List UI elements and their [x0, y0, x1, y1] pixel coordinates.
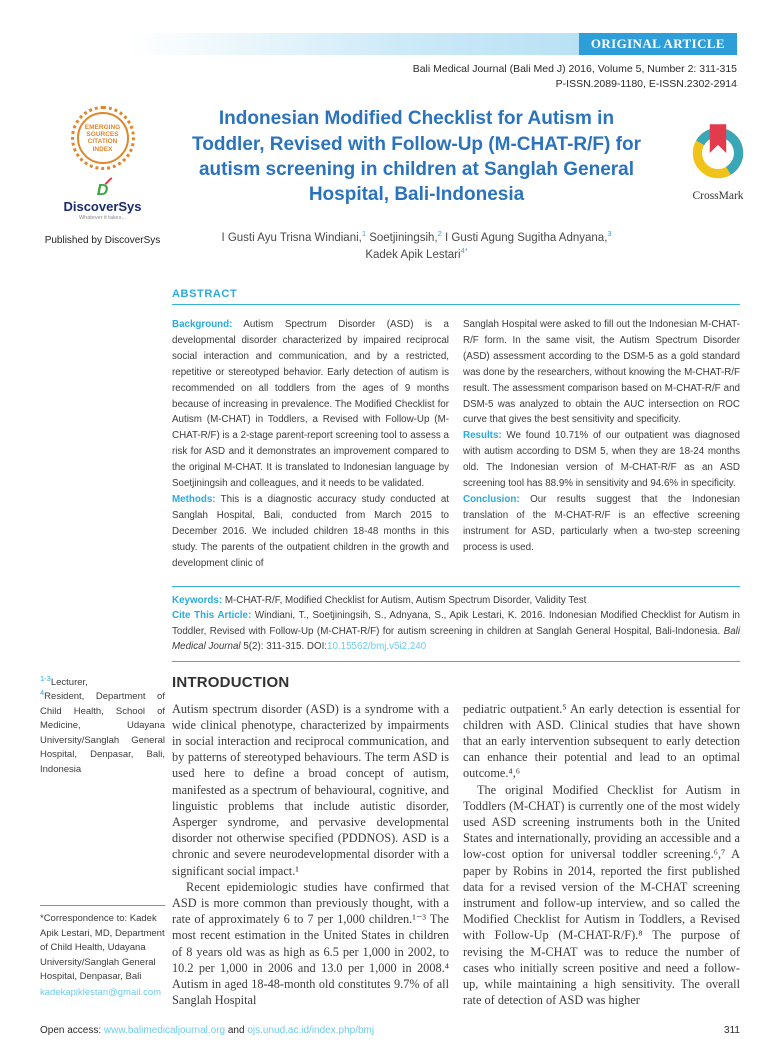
divider [172, 586, 740, 587]
open-access-label: Open access: [40, 1025, 104, 1036]
journal-url-link[interactable]: www.balimedicaljournal.org [103, 1025, 226, 1036]
abstract-columns [172, 317, 740, 572]
abstract-label: Methods: [172, 493, 216, 505]
crossmark-label: CrossMark [692, 190, 744, 203]
correspondence-text: *Correspondence to: Kadek Apik Lestari, MD, Department of Child Health, Udayana University/Sanglah General Hospital, Denpasar, Bali [40, 913, 165, 982]
abstract-text: Our results suggest that the Indonesian translation of the M-CHAT-R/F is an effective screening instrument for ASD, particularly when a two-step screening process is used. [463, 493, 740, 553]
journal-page [0, 33, 768, 1057]
page-number: 311 [724, 1025, 740, 1036]
content-area [0, 264, 768, 1008]
abstract-paragraph [172, 317, 449, 492]
divider [172, 304, 740, 305]
author-name: Kadek Apik Lestari [365, 248, 461, 261]
abstract-column-right [463, 317, 740, 572]
introduction-column-right [463, 701, 740, 1009]
abstract-paragraph [463, 317, 740, 428]
abstract-section [172, 288, 740, 572]
article-type-badge: ORIGINAL ARTICLE [579, 33, 737, 55]
crossmark-block[interactable] [668, 106, 768, 264]
affiliation-line [40, 687, 165, 777]
cite-journal-name: Bali Medical Journal [172, 625, 740, 652]
correspondence-email-link[interactable]: kadekapiklestari@gmail.com [40, 986, 162, 998]
esci-badge-text [77, 112, 129, 164]
top-banner [130, 33, 737, 55]
crossmark-logo-icon [679, 114, 757, 188]
abstract-label: Results: [463, 430, 502, 442]
correspondence-block [40, 905, 165, 1000]
title-block [174, 106, 659, 264]
citation-block [172, 586, 740, 662]
cite-label: Cite This Article: [172, 610, 252, 621]
esci-badge-icon [71, 106, 135, 170]
abstract-heading: ABSTRACT [172, 288, 238, 300]
discoversys-name: DiscoverSys [63, 199, 142, 215]
article-title: Indonesian Modified Checklist for Autism in Toddler, Revised with Follow-Up (M-CHAT-R/F) for autism screening in children at Sanglah General Hospital, Bali-Indonesia [192, 108, 641, 206]
keywords-label: Keywords: [172, 594, 223, 606]
published-by-text: Published by DiscoverSys [44, 235, 161, 247]
introduction-heading: INTRODUCTION [172, 673, 290, 691]
abstract-text: Autism Spectrum Disorder (ASD) is a developmental disorder characterized by impaired reciprocal social interaction and communication, and by a restricted, repetitive or stereotyped behavior. Early detection of autism is recommended on all toddlers from the ages of 9 months because of increasing in prevalence. The Modified Checklist for Autism (M-CHAT) in Toddlers, a Revised with Follow-Up (M-CHAT-R/F) is a 2-stage parent-report screening tool to assess a risk for ASD and it demonstrates an improvement compared to the original M-CHAT. It is translated to Indonesian language by Soetjiningsih and colleagues, and it needs to be validated. [172, 319, 449, 490]
abstract-paragraph [463, 428, 740, 492]
affiliation-sup: 1-3 [40, 673, 51, 683]
abstract-label: Background: [172, 319, 233, 330]
introduction-column-left [172, 701, 449, 1009]
doi-link[interactable]: 10.15562/bmj.v5i2.240 [327, 641, 427, 652]
publisher-badges [40, 106, 165, 264]
open-access-separator: and [225, 1025, 248, 1036]
body-paragraph: Recent epidemiologic studies have confirmed that ASD is more common than previously thought, with a rate of approximately 6 to 7 per 1,000 children.¹⁻³ The most recent estimation in the United States in children of 8 years old was as high as 6.5 per 1,000 in 2002, to 10.2 per 1,000 in 2006 and 13.0 per 1,000 in 2008.⁴ Autism in aged 18-48-month old constitutes 9.7% of all Sanglah Hospital [172, 879, 449, 1008]
abstract-label: Conclusion: [463, 493, 520, 505]
body-paragraph: Autism spectrum disorder (ASD) is a syndrome with a wide clinical phenotype, characterized by impairments in social interaction and reciprocal communication, and by patterns of stereotyped behaviours. The term ASD is used here to define a broad concept of autism, manifested as a spectrum of behavioural, cognitive, and linguistic problems that include autistic disorder, Asperger syndrome, and pervasive developmental disorder not otherwise specified (PDDNOS). ASD is a chronic and severe neurodevelopmental disorder with a significant social impact.¹ [172, 701, 449, 878]
introduction-section [172, 674, 740, 1009]
author-name: I Gusti Ayu Trisna Windiani, [221, 231, 362, 244]
author-affiliation-sup: 2 [437, 228, 442, 238]
divider [40, 905, 165, 906]
open-access-line [40, 1025, 374, 1036]
divider [172, 661, 740, 662]
affiliation-block [40, 673, 165, 778]
page-footer [40, 1025, 740, 1036]
author-affiliation-sup: 4* [460, 245, 468, 255]
author-affiliation-sup: 3 [607, 228, 612, 238]
abstract-text: This is a diagnostic accuracy study conducted at Sanglah Hospital, Bali, conducted from March 2015 to December 2016. We included children 18-48 months in this study. The parents of the outpatient children in the growth and development clinic of [172, 493, 449, 569]
esci-line: CITATION [87, 138, 118, 146]
author-name: Soetjiningsih, [366, 231, 438, 244]
author-list [174, 230, 659, 265]
abstract-text: Sanglah Hospital were asked to fill out the Indonesian M-CHAT-R/F form. In the same visit, the Autism Spectrum Disorder (ASD) assessment according to the DSM-5 as a gold standard was done by the researchers, without knowing the M-CHAT-R/F result. The assessment comparison based on M-CHAT-R/F and DSM-5 was analyzed to obtain the AUC intersection on ROC curve that gives the best sensitivity and specificity. [463, 319, 740, 426]
discoversys-tagline: Whatever it takes... [78, 215, 127, 222]
main-column [172, 264, 740, 662]
sidebar-spacer [40, 264, 165, 662]
esci-line: INDEX [92, 145, 113, 153]
author-line-2 [174, 247, 659, 264]
abstract-text: We found 10.71% of our outpatient was diagnosed with autism according to DSM 5, when they are 18-24 months old. The Indonesian version of M-CHAT-R/F as an ASD screening tool has 88.9% in sensitivity and 94.6% in specificity. [463, 430, 740, 490]
affiliation-text: Resident, Department of Child Health, School of Medicine, Udayana University/Sanglah General Hospital, Denpasar, Bali, Indonesia [40, 691, 165, 775]
affiliation-line [40, 673, 165, 691]
body-paragraph: pediatric outpatient.⁵ An early detection is essential for children with ASD. Clinical studies that have shown that an early intervention subsequent to early detection can enhance their potential and lead to an optimal outcome.⁴,⁶ [463, 701, 740, 781]
affiliation-sup: 4 [40, 687, 45, 697]
abstract-column-left [172, 317, 449, 572]
author-line-1 [174, 230, 659, 247]
article-header [0, 106, 768, 264]
abstract-paragraph [172, 492, 449, 572]
body-paragraph: The original Modified Checklist for Autism in Toddlers (M-CHAT) is currently one of the most widely used ASD screening instruments both in the United States and internationally, providing an accessible and a low-cost option for universal toddler screening.⁶,⁷ A paper by Robins in 2014, reported the first published data for a revised version of the M-CHAT screening instrument and follow-up interview, and so called the Modified Checklist for Autism in Toddlers, a Revised with Follow-Up (M-CHAT-R/F).⁸ The purpose of revising the M-CHAT was to reduce the number of cases who initially screen positive and need a follow-up, while maintaining a high sensitivity. The overall rate of detection of ASD was higher [463, 782, 740, 1008]
discoversys-logo [63, 182, 141, 221]
keywords-line [172, 593, 740, 655]
author-name: I Gusti Agung Sugitha Adnyana, [441, 231, 608, 244]
masthead [0, 62, 737, 92]
sidebar-column [40, 662, 165, 1009]
abstract-paragraph [463, 492, 740, 556]
affiliation-text: Lecturer, [50, 676, 88, 688]
esci-line: EMERGING [84, 123, 121, 131]
discoversys-d-icon: D [96, 182, 109, 200]
esci-line: SOURCES [86, 130, 119, 138]
keywords-text: M-CHAT-R/F, Modified Checklist for Autism, Autism Spectrum Disorder, Validity Test [222, 594, 587, 606]
issn-line: P-ISSN.2089-1180, E-ISSN.2302-2914 [555, 78, 737, 91]
cite-tail: 5(2): 311-315. DOI: [240, 641, 328, 652]
journal-citation-line: Bali Medical Journal (Bali Med J) 2016, Volume 5, Number 2: 311-315 [412, 63, 737, 75]
introduction-columns [172, 701, 740, 1009]
author-affiliation-sup: 1 [361, 228, 367, 238]
cite-text: Windiani, T., Soetjiningsih, S., Adnyana, S., Apik Lestari, K. 2016. Indonesian Modified Checklist for Autism in Toddler, Revised with Follow-Up (M-CHAT-R/F) for autism screening in children at Sanglah General Hospital, Bali-Indonesia. [172, 610, 740, 637]
ojs-url-link[interactable]: ojs.unud.ac.id/index.php/bmj [247, 1025, 375, 1036]
